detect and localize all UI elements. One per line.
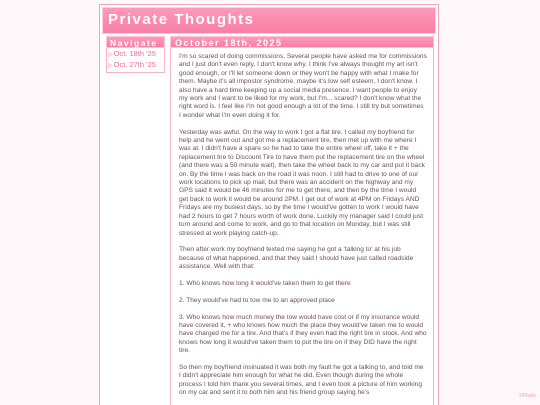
- entry-paragraph: 1. Who knows how long it would've taken them to get there: [179, 279, 351, 287]
- nav-link-label: Oct. 18th '25: [113, 49, 156, 58]
- nav-link-oct-18[interactable]: [107, 49, 164, 60]
- navigation-panel: [106, 36, 165, 73]
- journal-frame: [99, 4, 439, 405]
- play-triangle-icon: ▷: [108, 63, 113, 69]
- nav-link-oct-27[interactable]: [107, 60, 164, 71]
- nav-link-label: Oct. 27th '25: [113, 60, 156, 69]
- entry-date: October 18th, 2025: [170, 36, 434, 48]
- play-triangle-icon: ▷: [108, 52, 113, 58]
- site-title: Private Thoughts: [108, 11, 255, 28]
- entry-content: [171, 48, 433, 398]
- nav-list: [106, 48, 165, 73]
- entry-panel: [170, 36, 434, 405]
- entry-paragraph: 2. They would've had to tow me to an approved place: [179, 296, 335, 304]
- entry-paragraph: Then after work my boyfriend texted me saying he got a 'talking to' at his job because of what happened, and that they said I should have just called roadside assistance. Well with that:: [179, 246, 414, 271]
- entry-paragraph: 3. Who knows how much money the tow would have cost or if my insurance would have covered it, + who knows how much the place they would've taken me to would have charged me for a tire. And that's if they even had the right tire in stock. And who knows how long it would've taken them to put the tire on if they DID have the right tire.: [179, 313, 427, 355]
- entry-paragraph: I'm so scared of doing commissions. Several people have asked me for commissions and I just don't even reply, I don't know why. I think I've always thought my art isn't good enough, or I'll let someone down or they won't be happy with what I make for them. Maybe it's all impostor syndrome, maybe it's low self esteem, I don't know. I also have a hard time keeping up a social media presence. I want people to enjoy my work and I want to be liked for my work, but I'm... scared? I don't know what the right word is. I feel like I'm not good enough a lot of the time. I still try but sometimes I wonder what I'm even doing it for.: [179, 53, 427, 119]
- entry-paragraph: Yesterday was awful. On the way to work I got a flat tire. I called my boyfriend for help and he went out and got me a replacement tire, then met up with me where I was at. I didn't have a spare so he had to take the entire wheel off, take it + the replacement tire to Discount Tire to have them put the replacement tire on the wheel (and there was a 50 minute wait), then take the wheel back to my car and put it back on. By the time I was back on the road it was noon. I still had to drive to one of our work locations to pick up mail, but there was an accident on the highway and my GPS said it would be 46 minutes for me to get there, and then by the time I would get back to work it would be around 2PM. I get out of work at 4PM on Fridays AND Fridays are my busiest days, so by the time I would've gotten to work I would have had 2 hours to get 7 hours worth of work done. Luckily my manager said I could just turn around and come to work, and go to that location on Monday, but I was still stressed at work playing catch-up.: [179, 128, 425, 237]
- nav-heading: Navigate: [106, 36, 165, 48]
- entry-paragraph: So then my boyfriend insinuated it was both my fault he got a talking to, and told me I didn't appreciate him enough for what he did. Even though during the whole process I told him thank you several times, and I even took a picture of him working on my car and sent it to both him and his friend group saying he's: [179, 363, 424, 397]
- layout-credit[interactable]: ©Pixelc: [518, 393, 536, 399]
- site-header: [102, 7, 436, 34]
